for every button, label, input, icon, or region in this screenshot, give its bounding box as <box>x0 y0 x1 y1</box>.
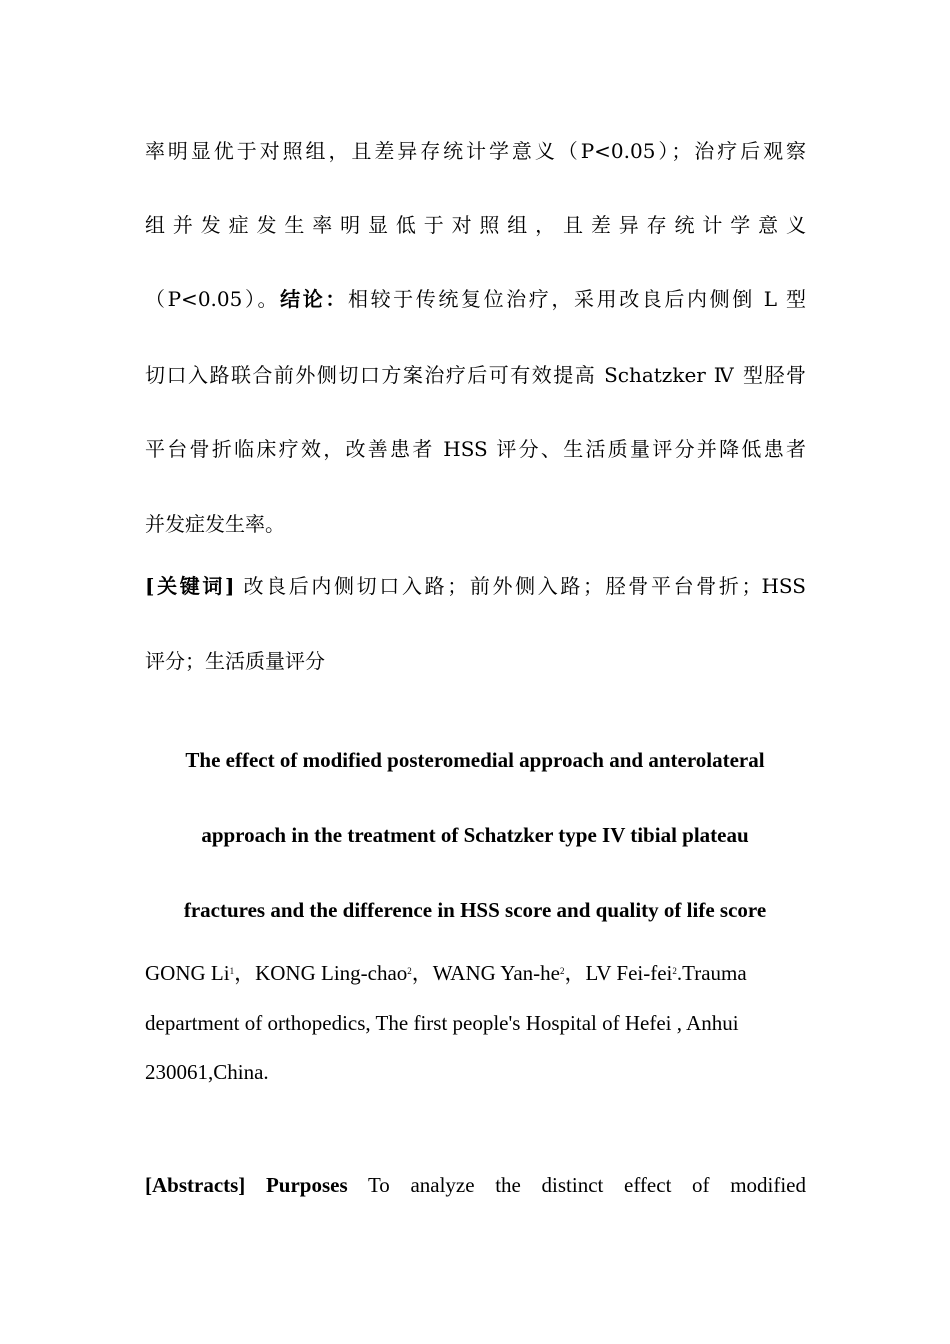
english-abstract-text: To analyze the distinct effect of modified <box>367 1173 807 1197</box>
abstract-line <box>145 285 806 313</box>
author-superscript: 2 <box>407 966 412 976</box>
conclusion-label: 结论： <box>280 287 348 311</box>
author-superscript: 1 <box>229 966 235 976</box>
abstract-line: 组并发症发生率明显低于对照组，且差异存统计学意义 <box>145 213 806 237</box>
abstract-text: （P<0.05）。 <box>145 287 281 311</box>
author-superscript: 2 <box>672 966 677 976</box>
abstract-line: 平台骨折临床疗效，改善患者 HSS 评分、生活质量评分并降低患者 <box>145 437 806 461</box>
title-line: The effect of modified posteromedial approach and anterolateral <box>185 748 765 772</box>
abstract-line: 率明显优于对照组，且差异存统计学意义（P<0.05）；治疗后观察 <box>145 139 806 163</box>
abstract-line: 并发症发生率。 <box>145 512 285 536</box>
abstract-line: 切口入路联合前外侧切口方案治疗后可有效提高 Schatzker Ⅳ 型胫骨 <box>145 363 806 387</box>
title-line: approach in the treatment of Schatzker type IV tibial plateau <box>201 823 749 847</box>
keywords-label: [关键词] <box>145 574 235 598</box>
author: ，KONG Ling-chao <box>234 961 408 985</box>
author-superscript: 2 <box>559 966 565 976</box>
title-line: fractures and the difference in HSS score and quality of life score <box>183 898 767 922</box>
purposes-label: Purposes <box>265 1173 348 1197</box>
affiliation-line: department of orthopedics, The first people's Hospital of Hefei , Anhui <box>145 1011 739 1035</box>
english-abstract-line <box>145 1171 806 1199</box>
keywords-line: 评分；生活质量评分 <box>145 649 325 673</box>
affiliation-text: .Trauma <box>676 961 747 985</box>
keywords-text: 改良后内侧切口入路；前外侧入路；胫骨平台骨折；HSS <box>234 574 806 598</box>
authors-line <box>145 959 806 987</box>
affiliation-line: 230061,China. <box>145 1060 269 1084</box>
keywords-line <box>145 572 806 600</box>
abstracts-label: [Abstracts] <box>145 1173 246 1197</box>
author: ，LV Fei-fei <box>564 961 673 985</box>
abstract-text: 相较于传统复位治疗，采用改良后内侧倒 L 型 <box>347 287 807 311</box>
author: ，WANG Yan-he <box>411 961 560 985</box>
author: GONG Li <box>145 961 230 985</box>
